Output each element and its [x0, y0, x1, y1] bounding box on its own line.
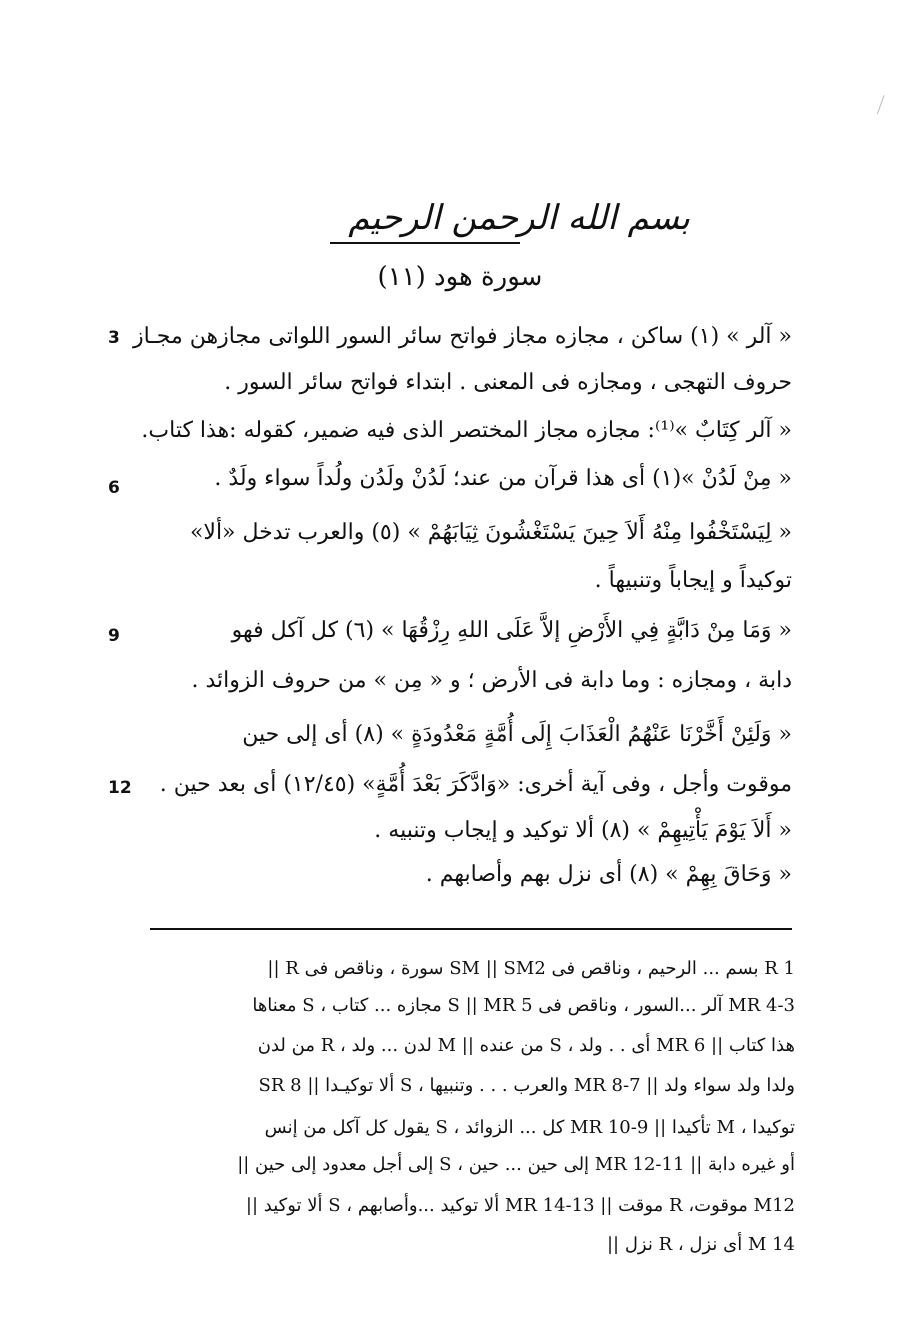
body-line: توكيداً و إيجاباً وتنبيهاً .: [594, 568, 792, 593]
body-line: « وَمَا مِنْ دَابَّةٍ فِي الأَرْضِ إلاَّ عَلَى اللهِ رِزْقُهَا » (٦) كل آكل فهو: [231, 618, 792, 643]
line-number: 12: [108, 778, 132, 798]
basmala-heading: [250, 198, 690, 258]
surah-title: سورة هود (١١): [377, 262, 543, 292]
body-line: حروف التهجى ، ومجازه فى المعنى . ابتداء فواتح سائر السور .: [224, 370, 792, 395]
footnote-line: أو غيره دابة || MR 12-11 إلى حين ... حين ، S إلى أجل معدود إلى حين ||: [237, 1154, 795, 1175]
footnote-line: هذا كتاب || MR 6 أى . . ولد ، S من عنده || M لدن ... ولد ، R من لدن: [257, 1035, 795, 1056]
footnote-line: R 1 بسم ... الرحيم ، وناقص فى SM || SM2 سورة ، وناقص فى R ||: [267, 958, 795, 979]
body-line: « آلر » (١) ساكن ، مجازه مجاز فواتح سائر السور اللواتى مجازهن مجـاز: [133, 324, 792, 349]
line-number: 9: [108, 626, 120, 646]
footnote-line: توكيدا ، M تأكيدا || MR 10-9 كل ... الزوائد ، S يقول كل آكل من إنس: [264, 1117, 795, 1138]
line-number: 6: [108, 478, 120, 498]
scan-speck: [877, 95, 892, 117]
line-number: 3: [108, 328, 120, 348]
basmala-stroke: [330, 242, 520, 244]
body-line: « مِنْ لَدُنْ »(١) أى هذا قرآن من عند؛ لَدُنْ ولَدُن ولُداً سواء ولَدٌ .: [214, 466, 792, 491]
body-line: دابة ، ومجازه : وما دابة فى الأرض ؛ و « مِن » من حروف الزوائد .: [191, 668, 792, 693]
body-line: « آلر كِتَابٌ »⁽¹⁾: مجازه مجاز المختصر الذى فيه ضمير، كقوله :هذا كتاب.: [141, 418, 792, 443]
body-line: « وَحَاقَ بِهِمْ » (٨) أى نزل بهم وأصابهم .: [425, 862, 792, 887]
body-line: موقوت وأجل ، وفى آية أخرى: «وَادَّكَرَ بَعْدَ أُمَّةٍ» (١٢/٤٥) أى بعد حين .: [159, 772, 792, 797]
body-line: « أَلاَ يَوْمَ يَأْتِيهِمْ » (٨) ألا توكيد و إيجاب وتنبيه .: [374, 818, 792, 843]
footnote-line: M 14 أى نزل ، R نزل ||: [606, 1234, 795, 1255]
basmala-text: بسم الله الرحمن الرحيم: [348, 198, 690, 238]
footnote-line: MR 4-3 آلر ...السور ، وناقص فى S || MR 5 مجازه ... كتاب ، S معناها: [252, 995, 795, 1016]
footnote-line: M12 موقوت، R موقت || MR 14-13 ألا توكيد ...وأصابهم ، S ألا توكيد ||: [245, 1195, 795, 1216]
body-line: « وَلَئِنْ أَخَّرْنَا عَنْهُمُ الْعَذَابَ إِلَى أُمَّةٍ مَعْدُودَةٍ » (٨) أى إلى حين: [242, 722, 792, 747]
footnote-rule: [150, 928, 792, 930]
footnote-line: ولدا ولد سواء ولد || MR 8-7 والعرب . . . وتنبيها ، S ألا توكيـدا || SR 8: [258, 1075, 795, 1096]
body-line: « لِيَسْتَخْفُوا مِنْهُ أَلاَ حِينَ يَسْتَغْشُونَ ثِيَابَهُمْ » (٥) والعرب تدخل «ألا»: [189, 520, 792, 545]
